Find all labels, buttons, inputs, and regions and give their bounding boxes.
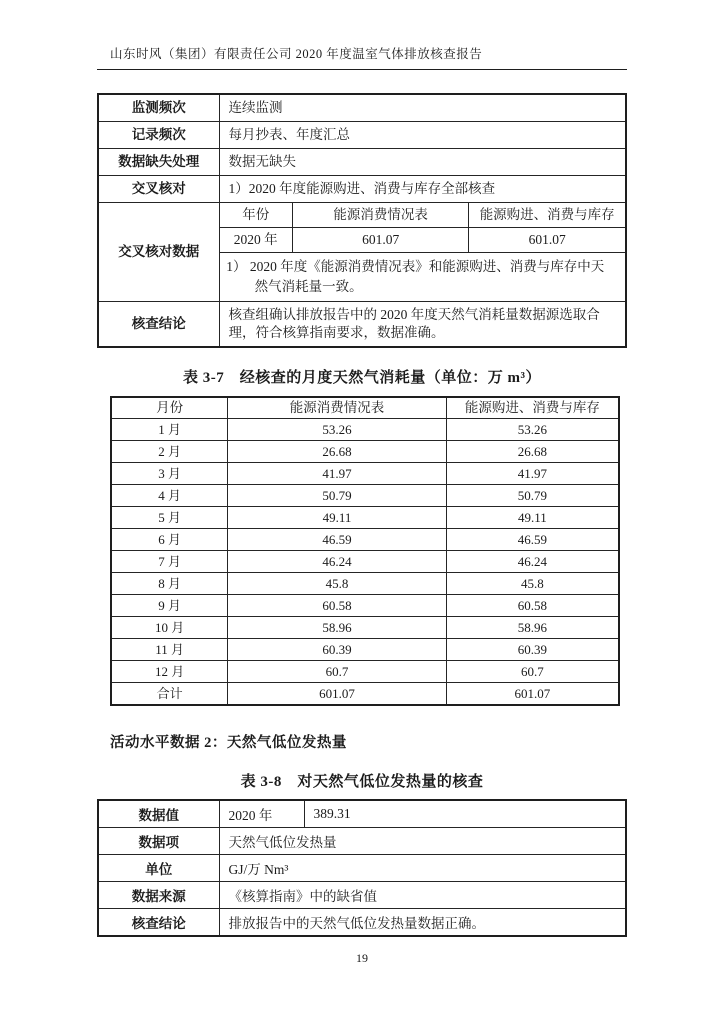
heat-value-table xyxy=(97,799,627,937)
value-cell: 26.68 xyxy=(228,441,446,463)
value-cell: 60.39 xyxy=(446,639,619,661)
value-cell: 601.07 xyxy=(469,228,625,253)
value-cell: 53.26 xyxy=(446,419,619,441)
month-cell: 2 月 xyxy=(111,441,228,463)
column-header: 年份 xyxy=(220,203,293,228)
month-cell: 3 月 xyxy=(111,463,228,485)
month-cell: 6 月 xyxy=(111,529,228,551)
month-cell: 7 月 xyxy=(111,551,228,573)
value-cell: 60.58 xyxy=(228,595,446,617)
cross-check-row xyxy=(98,202,626,302)
month-cell: 11 月 xyxy=(111,639,228,661)
month-cell: 4 月 xyxy=(111,485,228,507)
row-label: 数据项 xyxy=(98,827,219,854)
monthly-consumption-table xyxy=(110,396,620,706)
total-row xyxy=(111,683,619,705)
value-cell: 45.8 xyxy=(228,573,446,595)
table-row xyxy=(98,827,626,854)
table-row xyxy=(111,617,619,639)
value-cell: GJ/万 Nm³ xyxy=(219,854,626,881)
value-cell: 58.96 xyxy=(228,617,446,639)
column-header: 月份 xyxy=(111,397,228,419)
row-value: 每月抄表、年度汇总 xyxy=(219,121,626,148)
table-row xyxy=(111,639,619,661)
month-cell: 1 月 xyxy=(111,419,228,441)
value-cell: 601.07 xyxy=(292,228,468,253)
value-cell: 49.11 xyxy=(228,507,446,529)
table-row xyxy=(111,595,619,617)
value-cell: 60.58 xyxy=(446,595,619,617)
document-header: 山东时风（集团）有限责任公司 2020 年度温室气体排放核查报告 xyxy=(97,44,627,70)
table-3-8-title: 表 3-8 对天然气低位发热量的核查 xyxy=(240,773,484,790)
cross-check-note: 1） 2020 年度《能源消费情况表》和能源购进、消费与库存中天然气消耗量一致。 xyxy=(220,253,626,302)
month-cell: 8 月 xyxy=(111,573,228,595)
column-header: 能源购进、消费与库存 xyxy=(469,203,625,228)
table-row xyxy=(111,529,619,551)
table-header-row xyxy=(220,203,626,228)
value-cell: 45.8 xyxy=(446,573,619,595)
row-label: 数据来源 xyxy=(98,881,219,908)
column-header: 能源购进、消费与库存 xyxy=(446,397,619,419)
year-cell: 2020 年 xyxy=(220,228,293,253)
table-row xyxy=(98,175,626,202)
table-row xyxy=(220,228,626,253)
value-cell: 46.59 xyxy=(228,529,446,551)
row-value: 连续监测 xyxy=(219,94,626,121)
cross-check-inner-table xyxy=(220,203,626,302)
value-cell: 46.59 xyxy=(446,529,619,551)
row-label: 单位 xyxy=(98,854,219,881)
row-label: 数据缺失处理 xyxy=(98,148,219,175)
table-row xyxy=(111,463,619,485)
table-row xyxy=(111,551,619,573)
row-label: 核查结论 xyxy=(98,908,219,936)
table-row xyxy=(98,854,626,881)
table-row xyxy=(98,881,626,908)
table-row xyxy=(111,661,619,683)
value-cell: 《核算指南》中的缺省值 xyxy=(219,881,626,908)
table-row xyxy=(98,121,626,148)
row-label: 数据值 xyxy=(98,800,219,828)
month-cell: 12 月 xyxy=(111,661,228,683)
row-label: 监测频次 xyxy=(98,94,219,121)
value-cell: 49.11 xyxy=(446,507,619,529)
value-cell: 50.79 xyxy=(446,485,619,507)
month-cell: 10 月 xyxy=(111,617,228,639)
monitoring-table xyxy=(97,93,627,348)
table-row xyxy=(98,908,626,936)
row-label: 交叉核对数据 xyxy=(98,202,219,302)
row-label: 记录频次 xyxy=(98,121,219,148)
month-cell: 9 月 xyxy=(111,595,228,617)
value-cell: 60.39 xyxy=(228,639,446,661)
total-label: 合计 xyxy=(111,683,228,705)
value-cell: 41.97 xyxy=(228,463,446,485)
table-row xyxy=(111,507,619,529)
row-label: 核查结论 xyxy=(98,302,219,347)
value-cell: 46.24 xyxy=(446,551,619,573)
value-cell: 58.96 xyxy=(446,617,619,639)
table-row xyxy=(98,94,626,121)
table-row xyxy=(111,419,619,441)
column-header: 能源消费情况表 xyxy=(292,203,468,228)
row-value: 1）2020 年度能源购进、消费与库存全部核查 xyxy=(219,175,626,202)
table-header-row xyxy=(111,397,619,419)
value-cell: 41.97 xyxy=(446,463,619,485)
value-cell: 53.26 xyxy=(228,419,446,441)
year-cell: 2020 年 xyxy=(219,800,304,828)
table-3-7-title: 表 3-7 经核查的月度天然气消耗量（单位：万 m³） xyxy=(183,369,541,386)
page-number: 19 xyxy=(356,950,368,965)
section-heading: 活动水平数据 2：天然气低位发热量 xyxy=(110,734,347,751)
table-row xyxy=(111,485,619,507)
table-row xyxy=(98,800,626,828)
table-row xyxy=(220,253,626,302)
row-value: 核查组确认排放报告中的 2020 年度天然气消耗量数据源选取合理，符合核算指南要求，数据准确。 xyxy=(219,302,626,347)
column-header: 能源消费情况表 xyxy=(228,397,446,419)
conclusion-row xyxy=(98,302,626,347)
row-label: 交叉核对 xyxy=(98,175,219,202)
month-cell: 5 月 xyxy=(111,507,228,529)
value-cell: 天然气低位发热量 xyxy=(219,827,626,854)
total-value: 601.07 xyxy=(228,683,446,705)
value-cell: 60.7 xyxy=(446,661,619,683)
row-value: 数据无缺失 xyxy=(219,148,626,175)
value-cell: 46.24 xyxy=(228,551,446,573)
table-row xyxy=(111,573,619,595)
total-value: 601.07 xyxy=(446,683,619,705)
table-row xyxy=(111,441,619,463)
value-cell: 26.68 xyxy=(446,441,619,463)
table-row xyxy=(98,148,626,175)
value-cell: 389.31 xyxy=(304,800,626,828)
cross-check-data-cell xyxy=(219,202,626,302)
value-cell: 50.79 xyxy=(228,485,446,507)
value-cell: 排放报告中的天然气低位发热量数据正确。 xyxy=(219,908,626,936)
value-cell: 60.7 xyxy=(228,661,446,683)
